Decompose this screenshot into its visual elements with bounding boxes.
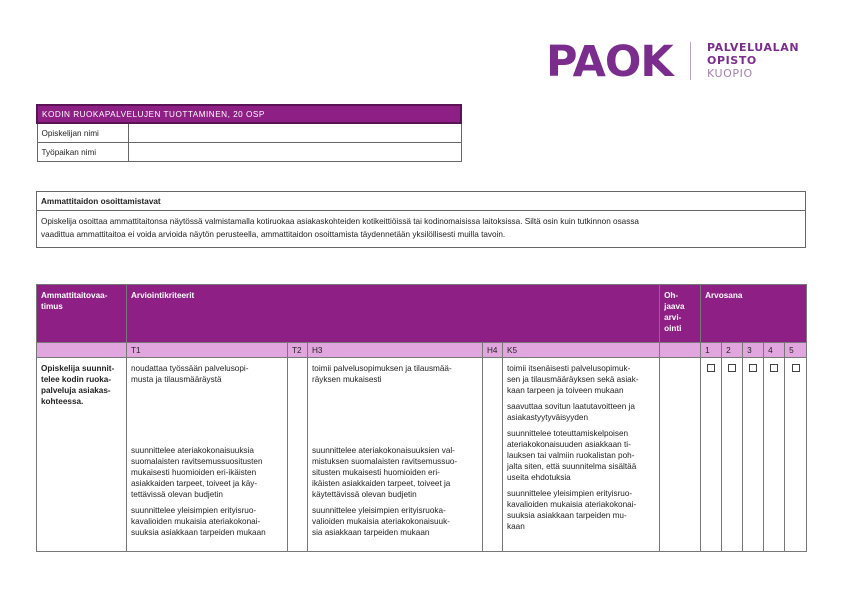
logo-line-1: PALVELUALAN	[707, 41, 800, 54]
demonstration-heading: Ammattitaidon osoittamistavat	[37, 192, 806, 211]
criteria-k5	[503, 358, 660, 552]
grade-3-label: 3	[743, 343, 764, 358]
grade-3-checkbox[interactable]	[749, 364, 757, 372]
t1-criterion: suunnittelee ateriakokonaisuuksia suomalaisten ravitsemussuositusten mukaisesti huomioiden eri-ikäisten asiakkaiden tarpeet, toiveet ja käy- tettävissä olevan budjetin	[131, 446, 263, 499]
grade-4-cell	[764, 358, 785, 552]
level-k5: K5	[503, 343, 660, 358]
t1-criterion: noudattaa työssään palvelusopi- musta ja tilausmääräystä	[131, 364, 249, 384]
requirement-header: Ammattitaitovaa- timus	[37, 285, 127, 343]
grade-5-cell	[785, 358, 807, 552]
criteria-t1	[127, 358, 288, 552]
level-spacer	[37, 343, 127, 358]
criteria-header: Arviointikriteerit	[127, 285, 660, 343]
guided-assessment-cell[interactable]	[660, 358, 701, 552]
guided-spacer	[660, 343, 701, 358]
guided-assessment-header: Oh- jaava arvi- ointi	[660, 285, 701, 343]
logo-text	[707, 41, 799, 80]
k5-criterion: saavuttaa sovitun laatutavoitteen ja asiakastyytyväisyyden	[507, 402, 635, 422]
grade-2-checkbox[interactable]	[728, 364, 736, 372]
h3-criterion: toimii palvelusopimuksen ja tilausmää- räyksen mukaisesti	[312, 364, 452, 384]
grade-4-label: 4	[764, 343, 785, 358]
logo-divider	[690, 42, 691, 80]
paok-logo	[546, 37, 808, 87]
criteria-h3	[308, 358, 483, 552]
h3-criterion: suunnittelee ateriakokonaisuuksien val- mistuksen suomalaisten ravitsemussuo- situsten mukaisesti huomioiden eri- ikäisten asiakkaiden tarpeet, toiveet ja käytettävissä olevan budjetin	[312, 446, 458, 499]
logo-line-3: KUOPIO	[707, 67, 753, 80]
workplace-name-field[interactable]	[128, 143, 461, 162]
grade-header: Arvosana	[701, 285, 807, 343]
grade-2-cell	[722, 358, 743, 552]
grade-5-label: 5	[785, 343, 807, 358]
logo-mark: PAOK	[546, 37, 673, 87]
workplace-name-label: Työpaikan nimi	[37, 143, 128, 162]
assessment-table	[36, 284, 807, 552]
k5-criterion: toimii itsenäisesti palvelusopimuk- sen ja tilausmääräyksen sekä asiak- kaan tarpeen ja toiveen mukaan	[507, 364, 639, 395]
h3-criterion: suunnittelee yleisimpien erityisruoka- valioiden mukaisia ateriakokonaisuuk- sia asiakkaan tarpeiden mukaan	[312, 506, 450, 537]
level-h3: H3	[308, 343, 483, 358]
info-table	[36, 104, 462, 162]
demonstration-text-line-1: Opiskelija osoittaa ammattitaitonsa näytössä valmistamalla kotiruokaa asiakaskohteiden kotikeittiöissä tai kodinomaisissa laitoksissa. Siltä osin kuin tutkinnon osassa	[41, 217, 639, 226]
grade-5-checkbox[interactable]	[792, 364, 800, 372]
requirement-cell: Opiskelija suunnit- telee kodin ruoka- palveluja asiakas- kohteessa.	[37, 358, 127, 552]
k5-criterion: suunnittelee yleisimpien erityisruo- kavalioiden mukaisia ateriakokonai- suuksia asiakkaan tarpeiden mu- kaan	[507, 489, 637, 531]
grade-4-checkbox[interactable]	[770, 364, 778, 372]
grade-3-cell	[743, 358, 764, 552]
grade-2-label: 2	[722, 343, 743, 358]
logo-line-2: OPISTO	[707, 54, 757, 67]
demonstration-text	[37, 211, 806, 248]
criteria-h4	[483, 358, 503, 552]
level-h4: H4	[483, 343, 503, 358]
criteria-t2	[288, 358, 308, 552]
grade-1-label: 1	[701, 343, 722, 358]
student-name-field[interactable]	[128, 123, 461, 143]
t1-criterion: suunnittelee yleisimpien erityisruo- kavalioiden mukaisia ateriakokonai- suuksia asiakkaan tarpeiden mukaan	[131, 506, 266, 537]
grade-1-checkbox[interactable]	[707, 364, 715, 372]
k5-criterion: suunnittelee toteuttamiskelpoisen ateriakokonaisuuden asiakkaan ti- lauksen tai valmiin ruokalistan poh- jalta siten, että suunnitelma sisältää useita ehdotuksia	[507, 429, 637, 482]
grade-1-cell	[701, 358, 722, 552]
module-title: KODIN RUOKAPALVELUJEN TUOTTAMINEN, 20 OSP	[37, 105, 461, 123]
demonstration-table	[36, 191, 806, 248]
student-name-label: Opiskelijan nimi	[37, 123, 128, 143]
level-t2: T2	[288, 343, 308, 358]
level-t1: T1	[127, 343, 288, 358]
demonstration-text-line-2: vaadittua ammattitaitoa ei voida arvioida näytön perusteella, ammattitaidon osoittamista täydennetään yksilöllisesti muilla tavoin.	[41, 230, 506, 239]
